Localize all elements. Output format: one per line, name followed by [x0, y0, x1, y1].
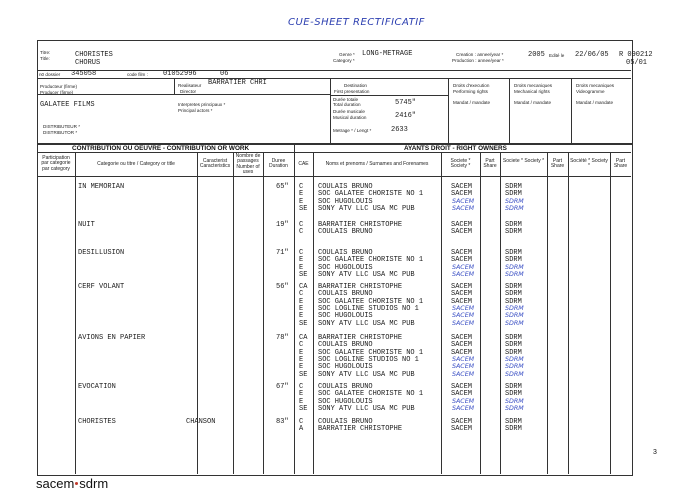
owner-cae: C — [299, 249, 304, 257]
owner-society-1-handwritten: SACEM — [452, 370, 475, 378]
owner-name: SOC GALATEE CHORISTE NO 1 — [318, 390, 424, 399]
owner-cae: E — [299, 390, 304, 399]
col-societe-1: Societe * Society * — [450, 158, 471, 170]
col-part-3: Part Share — [613, 158, 628, 170]
owner-cae: A — [299, 425, 304, 434]
owner-society-1-handwritten: SACEM — [452, 204, 475, 212]
owner-society-1: SACEM — [451, 334, 473, 342]
titre-label: Titre: — [40, 50, 51, 55]
owner-society-2-handwritten: SDRM — [505, 312, 524, 320]
page-number: 3 — [653, 449, 657, 456]
total-duration-label: Total duration — [333, 102, 361, 107]
destination-label: Destination — [344, 83, 367, 88]
col-societe-2: Societe * Society * — [502, 158, 545, 164]
realisateur-value: BARRATIER CHRI — [208, 79, 267, 87]
video-value: Mandat / mandate — [576, 100, 614, 105]
owner-name: COULAIS BRUNO — [318, 418, 373, 426]
distributeur-label: DISTRIBUTEUR * — [43, 124, 81, 129]
owner-society-2: SDRM — [505, 334, 522, 342]
owner-society-2-handwritten: SDRM — [505, 197, 524, 205]
col-part-1: Part Share — [483, 158, 497, 170]
work-title: AVIONS EN PAPIER — [78, 334, 146, 342]
sacem-sdrm-logo — [36, 476, 108, 491]
owner-society-1: SACEM — [451, 290, 473, 299]
metrage-value: 2633 — [391, 126, 408, 134]
producer-label: Producer (firme) — [40, 90, 74, 95]
handwritten-title: CUE-SHEET RECTIFICATIF — [288, 17, 425, 28]
owner-society-1: SACEM — [451, 183, 473, 191]
owner-society-2: SDRM — [505, 290, 522, 299]
contribution-section-title: CONTRIBUTION OU OEUVRE - CONTRIBUTION OR WORK — [72, 145, 250, 152]
owner-society-1: SACEM — [451, 383, 473, 391]
video-label-1: Droits mecaniques — [576, 83, 615, 88]
owner-society-1: SACEM — [451, 348, 473, 357]
title-value: CHORUS — [75, 59, 101, 67]
ayants-section-title: AYANTS DROIT - RIGHT OWNERS — [404, 145, 507, 152]
owner-society-2-handwritten: SDRM — [505, 370, 524, 378]
owner-name: COULAIS BRUNO — [318, 249, 373, 257]
interpretes-label: Interpretes principaux * — [178, 102, 226, 107]
owner-society-2-handwritten: SDRM — [505, 204, 524, 212]
owner-society-1: SACEM — [451, 190, 473, 199]
work-duration: 71" — [276, 249, 289, 257]
owner-society-1-handwritten: SACEM — [452, 312, 475, 320]
work-title: EVOCATION — [78, 383, 116, 391]
owner-society-2: SDRM — [505, 183, 522, 191]
owner-name: SOC HUGOLOUIS — [318, 312, 373, 321]
title-label: Title: — [40, 56, 50, 61]
owner-society-2: SDRM — [505, 283, 522, 291]
owner-society-1: SACEM — [451, 256, 473, 265]
code-film-value: 01052996 — [163, 70, 197, 78]
genre-value: LONG-METRAGE — [362, 50, 413, 58]
owner-society-1: SACEM — [451, 297, 473, 306]
musical-duration-label: Musical duration — [333, 115, 367, 120]
mechanical-label-1: Droits mecaniques — [514, 83, 553, 88]
owner-cae: C — [299, 228, 304, 237]
work-title: DESILLUSION — [78, 249, 125, 257]
owner-name: COULAIS BRUNO — [318, 290, 373, 299]
owner-society-2-handwritten: SDRM — [505, 404, 524, 412]
owner-cae: E — [299, 397, 304, 406]
col-noms: Noms et prenoms / Surnames and Forenames — [325, 161, 429, 167]
actors-label: Principal actors * — [178, 108, 213, 113]
owner-society-1: SACEM — [451, 249, 473, 257]
work-duration: 19" — [276, 221, 289, 229]
owner-cae: E — [299, 348, 304, 357]
dossier-value: 345058 — [71, 70, 97, 78]
owner-cae: C — [299, 221, 304, 229]
owner-society-2-handwritten: SDRM — [505, 304, 524, 312]
owner-cae: SE — [299, 319, 308, 328]
work-title: CHORISTES — [78, 418, 116, 426]
owner-name: BARRATIER CHRISTOPHE — [318, 283, 403, 291]
owner-cae: SE — [299, 204, 308, 213]
owner-name: COULAIS BRUNO — [318, 341, 373, 350]
owner-name: SONY ATV LLC USA MC PUB — [318, 404, 415, 413]
owner-name: COULAIS BRUNO — [318, 183, 373, 191]
owner-name: BARRATIER CHRISTOPHE — [318, 334, 403, 342]
performing-value: Mandat / mandate — [453, 100, 491, 105]
owner-name: SOC LOGLINE STUDIOS NO 1 — [318, 304, 419, 313]
owner-cae: C — [299, 290, 304, 299]
owner-society-2: SDRM — [505, 341, 522, 350]
performing-label-1: Droits d'execution — [453, 83, 490, 88]
titre-value: CHORISTES — [75, 51, 113, 59]
owner-society-2: SDRM — [505, 418, 522, 426]
owner-society-2: SDRM — [505, 348, 522, 357]
owner-name: SOC HUGOLOUIS — [318, 397, 373, 406]
owner-society-1-handwritten: SACEM — [452, 397, 475, 405]
owner-society-1: SACEM — [451, 418, 473, 426]
owner-society-2: SDRM — [505, 190, 522, 199]
mechanical-label-2: Mechanical rights — [514, 89, 550, 94]
owner-name: SOC GALATEE CHORISTE NO 1 — [318, 348, 424, 357]
duree-totale-label: Durée totale — [333, 97, 359, 102]
col-duree: Duree Duration — [269, 158, 288, 170]
owner-cae: SE — [299, 404, 308, 413]
owner-society-2-handwritten: SDRM — [505, 319, 524, 327]
category-label: Category * — [333, 58, 355, 63]
first-presentation-label: First presentation — [334, 89, 370, 94]
owner-name: SONY ATV LLC USA MC PUB — [318, 204, 415, 213]
owner-name: SOC HUGOLOUIS — [318, 263, 373, 272]
owner-cae: C — [299, 383, 304, 391]
owner-society-2-handwritten: SDRM — [505, 355, 524, 363]
col-caracteristique: Caracterist Caracteristics — [199, 158, 231, 170]
owner-name: SOC HUGOLOUIS — [318, 197, 373, 206]
owner-society-1: SACEM — [451, 228, 473, 237]
col-cae: CAE — [298, 161, 309, 167]
owner-cae: E — [299, 190, 304, 199]
video-label-2: Videogramme — [576, 89, 605, 94]
owner-society-1: SACEM — [451, 221, 473, 229]
owner-society-1-handwritten: SACEM — [452, 363, 475, 371]
total-duration-value: 5745" — [395, 99, 417, 107]
owner-society-1-handwritten: SACEM — [452, 319, 475, 327]
owner-cae: E — [299, 197, 304, 206]
owner-society-2: SDRM — [505, 297, 522, 306]
work-duration: 78" — [276, 334, 289, 342]
owner-name: SOC GALATEE CHORISTE NO 1 — [318, 190, 424, 199]
owner-society-1: SACEM — [451, 425, 473, 434]
owner-name: SONY ATV LLC USA MC PUB — [318, 270, 415, 279]
owner-cae: SE — [299, 370, 308, 379]
owner-name: SOC GALATEE CHORISTE NO 1 — [318, 256, 424, 265]
metrage-label: Metrage * / Lengt * — [333, 128, 372, 133]
work-title: IN MEMORIAN — [78, 183, 125, 191]
owner-society-2: SDRM — [505, 425, 522, 434]
owner-society-2-handwritten: SDRM — [505, 397, 524, 405]
owner-society-2-handwritten: SDRM — [505, 363, 524, 371]
performing-label-2: Performing rights — [453, 89, 488, 94]
owner-cae: E — [299, 355, 304, 364]
work-title: NUIT — [78, 221, 95, 229]
owner-cae: CA — [299, 334, 308, 342]
work-duration: 83" — [276, 418, 289, 426]
owner-society-2: SDRM — [505, 390, 522, 399]
col-societe-3: Société * Society * — [570, 158, 608, 170]
work-title: CERF VOLANT — [78, 283, 125, 291]
edite-label: Edité le — [549, 53, 565, 58]
owner-society-2: SDRM — [505, 383, 522, 391]
logo-separator — [75, 482, 78, 485]
owner-cae: CA — [299, 283, 308, 291]
owner-name: SOC HUGOLOUIS — [318, 363, 373, 372]
owner-name: COULAIS BRUNO — [318, 383, 373, 391]
owner-cae: E — [299, 297, 304, 306]
work-duration: 56" — [276, 283, 289, 291]
owner-cae: E — [299, 256, 304, 265]
code-film-suffix: 06 — [220, 70, 229, 78]
owner-society-1-handwritten: SACEM — [452, 263, 475, 271]
owner-society-1-handwritten: SACEM — [452, 304, 475, 312]
owner-cae: E — [299, 304, 304, 313]
owner-cae: E — [299, 263, 304, 272]
ref-code: R 090212 — [619, 51, 653, 59]
owner-name: COULAIS BRUNO — [318, 228, 373, 237]
distributor-label: DISTRIBUTOR * — [43, 130, 78, 135]
owner-cae: E — [299, 363, 304, 372]
production-label: Production : annee/year * — [452, 58, 504, 63]
sdrm-logo-text: sdrm — [79, 476, 109, 491]
owner-society-2: SDRM — [505, 249, 522, 257]
owner-name: BARRATIER CHRISTOPHE — [318, 425, 403, 434]
musical-duration-value: 2416" — [395, 112, 417, 120]
producteur-value: GALATEE FILMS — [40, 101, 95, 109]
owner-society-1-handwritten: SACEM — [452, 270, 475, 278]
owner-cae: C — [299, 418, 304, 426]
edite-date: 22/06/05 — [575, 51, 609, 59]
owner-cae: SE — [299, 270, 308, 279]
owner-cae: C — [299, 341, 304, 350]
creation-year: 2005 — [528, 51, 545, 59]
owner-society-1-handwritten: SACEM — [452, 355, 475, 363]
work-duration: 65" — [276, 183, 289, 191]
owner-society-2: SDRM — [505, 256, 522, 265]
dossier-label: n0 dossier — [39, 72, 61, 77]
owner-cae: C — [299, 183, 304, 191]
genre-label: Genre * — [339, 52, 355, 57]
col-categorie: Categorie ou titre / Category or title — [97, 161, 175, 167]
col-passages: Nombre de passages Number of uses — [235, 153, 261, 176]
col-participation: Participation par categorie par category — [41, 155, 71, 172]
sacem-logo-text: sacem — [36, 476, 75, 491]
col-part-2: Part Share — [550, 158, 565, 170]
owner-society-1: SACEM — [451, 283, 473, 291]
duree-musicale-label: Durée musicale — [333, 109, 365, 114]
owner-name: SONY ATV LLC USA MC PUB — [318, 370, 415, 379]
owner-society-2-handwritten: SDRM — [505, 270, 524, 278]
code-film-label: code film : — [127, 72, 148, 77]
ref-page: 05/01 — [626, 59, 648, 67]
owner-name: SOC GALATEE CHORISTE NO 1 — [318, 297, 424, 306]
owner-name: BARRATIER CHRISTOPHE — [318, 221, 403, 229]
realisateur-label: Realisateur — [178, 83, 202, 88]
owner-society-2: SDRM — [505, 228, 522, 237]
owner-society-2: SDRM — [505, 221, 522, 229]
mechanical-value: Mandat / mandate — [514, 100, 552, 105]
owner-society-1-handwritten: SACEM — [452, 197, 475, 205]
owner-society-1-handwritten: SACEM — [452, 404, 475, 412]
work-characteristic: CHANSON — [186, 418, 216, 426]
owner-name: SONY ATV LLC USA MC PUB — [318, 319, 415, 328]
director-label: Director — [180, 89, 197, 94]
work-duration: 67" — [276, 383, 289, 391]
owner-society-2-handwritten: SDRM — [505, 263, 524, 271]
owner-society-1: SACEM — [451, 390, 473, 399]
owner-cae: E — [299, 312, 304, 321]
producteur-label: Producteur (firme) — [40, 84, 78, 89]
owner-society-1: SACEM — [451, 341, 473, 350]
owner-name: SOC LOGLINE STUDIOS NO 1 — [318, 355, 419, 364]
creation-label: Creation : annee/year * — [456, 52, 504, 57]
